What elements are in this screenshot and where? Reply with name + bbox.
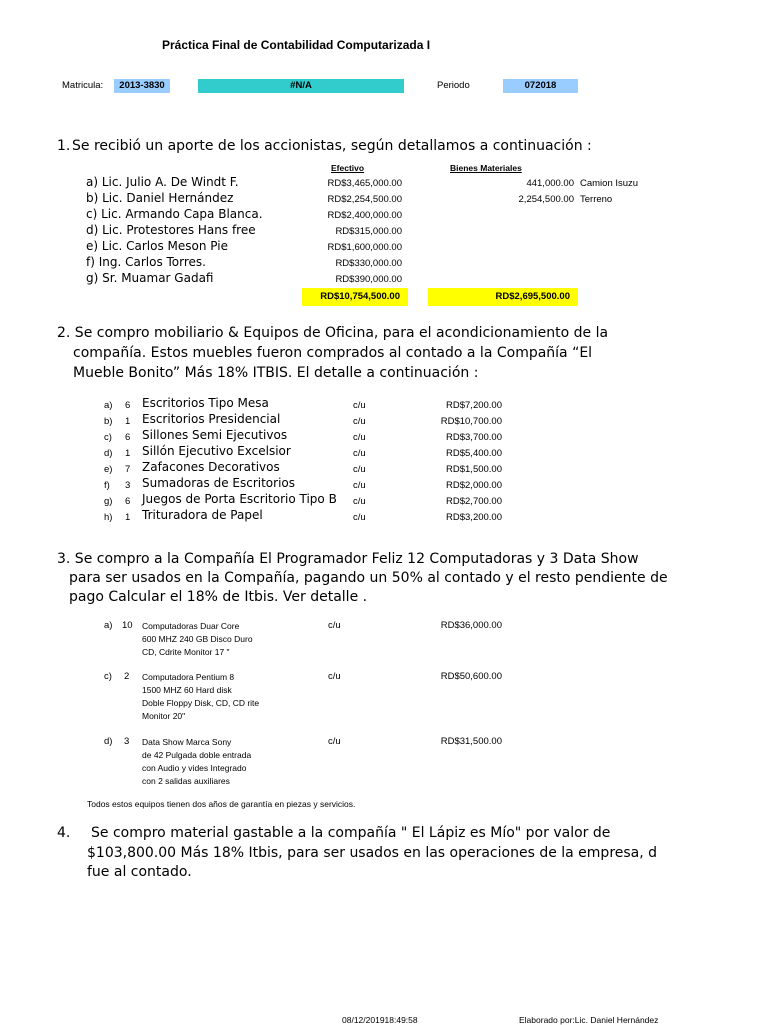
q4-text-line2: $103,800.00 Más 18% Itbis, para ser usados en las operaciones de la empresa, d xyxy=(87,845,658,861)
q2-row-unit: c/u xyxy=(353,448,366,459)
q2-row-desc: Escritorios Tipo Mesa xyxy=(142,396,269,410)
q1-total-bienes: RD$2,695,500.00 xyxy=(428,288,578,306)
q1-item-bienes-desc: Camion Isuzu xyxy=(580,178,639,189)
q3-row-qty: 2 xyxy=(124,671,130,682)
matricula-value: 2013-3830 xyxy=(114,79,170,93)
q2-row-desc: Zafacones Decorativos xyxy=(142,460,280,474)
q1-number: 1. xyxy=(57,138,71,154)
footer-datetime: 08/12/201918:49:58 xyxy=(342,1015,418,1025)
q1-item-label: e) Lic. Carlos Meson Pie xyxy=(86,239,228,253)
periodo-value: 072018 xyxy=(503,79,578,93)
q3-text-line3: pago Calcular el 18% de Itbis. Ver detalle . xyxy=(69,589,368,605)
q3-row-desc: con Audio y vides Integrado xyxy=(142,763,247,773)
q2-row-qty: 1 xyxy=(125,416,131,427)
q1-col-efectivo: Efectivo xyxy=(331,163,365,173)
q3-row-desc: Computadoras Duar Core xyxy=(142,621,240,631)
q3-row-desc: Doble Floppy Disk, CD, CD rite xyxy=(142,698,260,708)
q1-text: Se recibió un aporte de los accionistas, según detallamos a continuación : xyxy=(72,138,592,154)
q1-item-efectivo: RD$3,465,000.00 xyxy=(327,178,402,189)
q2-row-letter: e) xyxy=(104,464,113,475)
q1-item-label: b) Lic. Daniel Hernández xyxy=(86,191,234,205)
q1-total-efectivo: RD$10,754,500.00 xyxy=(302,288,408,306)
q2-row-letter: c) xyxy=(104,432,112,443)
q2-row-letter: d) xyxy=(104,448,113,459)
page-title: Práctica Final de Contabilidad Computarizada I xyxy=(162,38,431,52)
q2-row-price: RD$3,700.00 xyxy=(446,432,502,443)
q2-row-price: RD$10,700.00 xyxy=(440,416,502,427)
q3-row-unit: c/u xyxy=(328,671,341,682)
name-value: #N/A xyxy=(198,79,404,93)
q2-row-desc: Sillón Ejecutivo Excelsior xyxy=(142,444,291,458)
q3-row-desc: Computadora Pentium 8 xyxy=(142,672,235,682)
q1-item-bienes: 441,000.00 xyxy=(526,178,574,189)
q2-row-unit: c/u xyxy=(353,400,366,411)
q2-row-qty: 1 xyxy=(125,512,131,523)
q2-row-qty: 7 xyxy=(125,464,131,475)
q2-row-qty: 3 xyxy=(125,480,131,491)
matricula-label: Matricula: xyxy=(62,80,104,91)
q3-row-desc: Monitor 20" xyxy=(142,711,186,721)
q1-item-label: g) Sr. Muamar Gadafi xyxy=(86,271,214,285)
q1-item-efectivo: RD$2,254,500.00 xyxy=(327,194,402,205)
q1-col-bienes: Bienes Materiales xyxy=(450,163,522,173)
q3-row-price: RD$50,600.00 xyxy=(440,671,502,682)
q3-row-letter: a) xyxy=(104,620,113,631)
q3-text-line2: para ser usados en la Compañía, pagando un 50% al contado y el resto pendiente de xyxy=(69,570,668,586)
q2-row-qty: 6 xyxy=(125,432,131,443)
q2-row-unit: c/u xyxy=(353,416,366,427)
q1-item-efectivo: RD$1,600,000.00 xyxy=(327,242,402,253)
q1-item-label: a) Lic. Julio A. De Windt F. xyxy=(86,175,239,189)
q2-text-line2: compañía. Estos muebles fueron comprados al contado a la Compañía “El xyxy=(73,345,593,361)
q2-row-unit: c/u xyxy=(353,464,366,475)
q2-row-price: RD$2,700.00 xyxy=(446,496,502,507)
q2-row-price: RD$1,500.00 xyxy=(446,464,502,475)
periodo-label: Periodo xyxy=(437,80,470,91)
footer-author: Elaborado por:Lic. Daniel Hernández xyxy=(519,1015,659,1025)
q1-item-bienes: 2,254,500.00 xyxy=(518,194,574,205)
q2-row-desc: Trituradora de Papel xyxy=(142,508,263,522)
q3-row-letter: c) xyxy=(104,671,112,682)
q3-row-price: RD$31,500.00 xyxy=(440,736,502,747)
q2-row-desc: Juegos de Porta Escritorio Tipo B xyxy=(142,492,337,506)
q2-row-desc: Sumadoras de Escritorios xyxy=(142,476,295,490)
q3-row-desc: Data Show Marca Sony xyxy=(142,737,232,747)
q3-row-desc: de 42 Pulgada doble entrada xyxy=(142,750,252,760)
q1-item-efectivo: RD$330,000.00 xyxy=(335,258,402,269)
q1-item-label: f) Ing. Carlos Torres. xyxy=(86,255,206,269)
q3-row-desc: CD, Cdrite Monitor 17 " xyxy=(142,647,230,657)
q3-row-unit: c/u xyxy=(328,620,341,631)
q3-text-line1: 3. Se compro a la Compañía El Programador Feliz 12 Computadoras y 3 Data Show xyxy=(57,551,639,567)
q1-item-bienes-desc: Terreno xyxy=(580,194,613,205)
q3-row-qty: 10 xyxy=(122,620,133,631)
q4-number: 4. xyxy=(57,825,71,841)
q3-row-desc: con 2 salidas auxiliares xyxy=(142,776,230,786)
q2-row-unit: c/u xyxy=(353,480,366,491)
q3-row-desc: 1500 MHZ 60 Hard disk xyxy=(142,685,232,695)
q2-row-letter: b) xyxy=(104,416,113,427)
q2-row-qty: 1 xyxy=(125,448,131,459)
q2-row-letter: a) xyxy=(104,400,113,411)
q1-item-efectivo: RD$315,000.00 xyxy=(335,226,402,237)
q2-row-price: RD$3,200.00 xyxy=(446,512,502,523)
q2-row-price: RD$7,200.00 xyxy=(446,400,502,411)
q3-row-letter: d) xyxy=(104,736,113,747)
q3-row-price: RD$36,000.00 xyxy=(440,620,502,631)
q3-row-qty: 3 xyxy=(124,736,130,747)
q1-item-efectivo: RD$390,000.00 xyxy=(335,274,402,285)
q2-text-line1: 2. Se compro mobiliario & Equipos de Oficina, para el acondicionamiento de la xyxy=(57,325,609,341)
q2-row-letter: h) xyxy=(104,512,113,523)
q2-row-qty: 6 xyxy=(125,496,131,507)
q2-row-qty: 6 xyxy=(125,400,131,411)
q4-text-line1: Se compro material gastable a la compañía " El Lápiz es Mío" por valor de xyxy=(91,825,611,841)
q2-text-line3: Mueble Bonito” Más 18% ITBIS. El detalle a continuación : xyxy=(73,365,479,381)
q1-item-label: d) Lic. Protestores Hans free xyxy=(86,223,256,237)
q2-row-unit: c/u xyxy=(353,496,366,507)
q2-row-letter: g) xyxy=(104,496,113,507)
q2-row-price: RD$5,400.00 xyxy=(446,448,502,459)
q1-item-efectivo: RD$2,400,000.00 xyxy=(327,210,402,221)
q4-text-line3: fue al contado. xyxy=(87,864,192,880)
q1-item-label: c) Lic. Armando Capa Blanca. xyxy=(86,207,263,221)
q2-row-desc: Escritorios Presidencial xyxy=(142,412,281,426)
q2-row-price: RD$2,000.00 xyxy=(446,480,502,491)
q3-row-unit: c/u xyxy=(328,736,341,747)
q3-warranty-note: Todos estos equipos tienen dos años de garantía en piezas y servicios. xyxy=(87,799,356,809)
q2-row-letter: f) xyxy=(104,480,110,491)
q3-row-desc: 600 MHZ 240 GB Disco Duro xyxy=(142,634,253,644)
q2-row-unit: c/u xyxy=(353,512,366,523)
q2-row-desc: Sillones Semi Ejecutivos xyxy=(142,428,288,442)
q2-row-unit: c/u xyxy=(353,432,366,443)
